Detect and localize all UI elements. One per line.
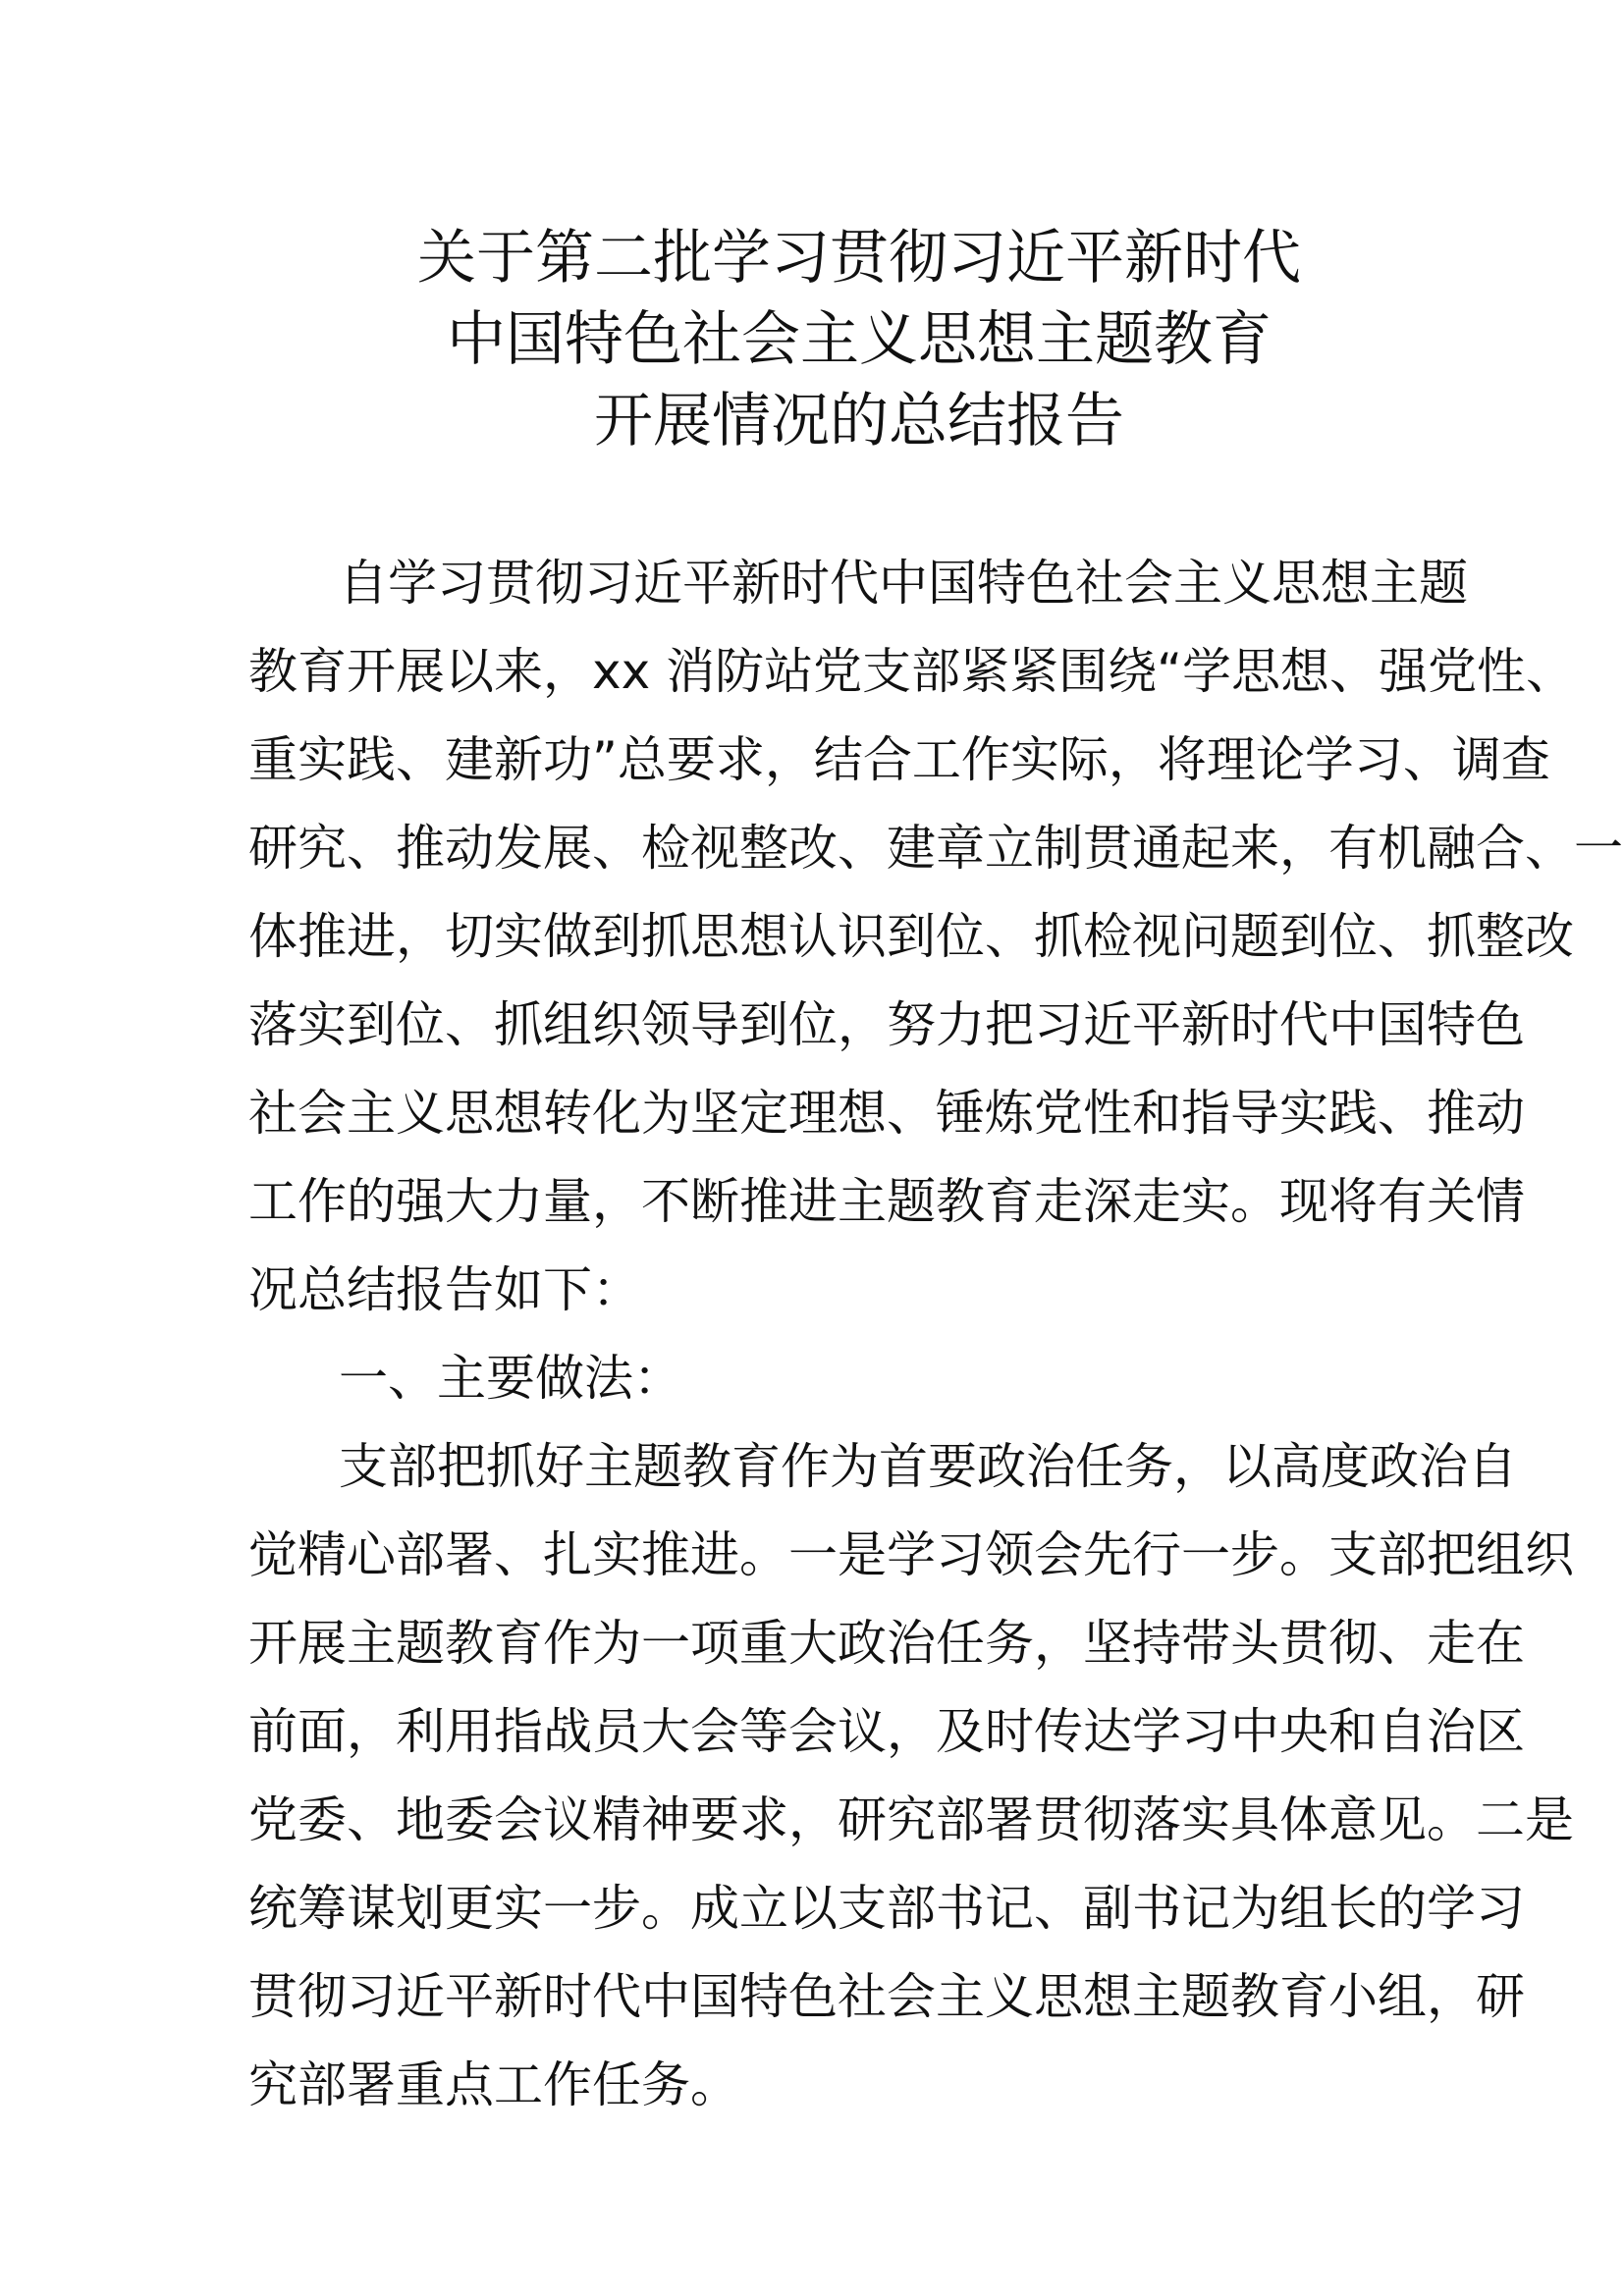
title-line: 中国特色社会主义思想主题教育 bbox=[447, 305, 1272, 374]
text-line: 开展主题教育作为一项重大政治任务，坚持带头贯彻、走在 bbox=[248, 1615, 1525, 1672]
text-line: 统筹谋划更实一步。成立以支部书记、副书记为组长的学习 bbox=[248, 1880, 1525, 1937]
text-line: 支部把抓好主题教育作为首要政治任务，以高度政治自 bbox=[339, 1438, 1517, 1495]
intro-paragraph bbox=[248, 539, 1623, 1334]
text-line: 社会主义思想转化为坚定理想、锤炼党性和指导实践、推动 bbox=[248, 1085, 1525, 1142]
text-line: 前面，利用指战员大会等会议，及时传达学习中央和自治区 bbox=[248, 1703, 1525, 1760]
text-line: 落实到位、抓组织领导到位，努力把习近平新时代中国特色 bbox=[248, 996, 1525, 1053]
text-line: 究部署重点工作任务。 bbox=[248, 2056, 739, 2113]
title-line: 关于第二批学习贯彻习近平新时代 bbox=[417, 224, 1301, 293]
document-body bbox=[248, 539, 1623, 2129]
section-heading bbox=[248, 1334, 1389, 1422]
text-line: 况总结报告如下： bbox=[248, 1261, 641, 1318]
text-line: 党委、地委会议精神要求，研究部署贯彻落实具体意见。二是 bbox=[248, 1791, 1574, 1848]
text-line: 体推进，切实做到抓思想认识到位、抓检视问题到位、抓整改 bbox=[248, 908, 1574, 965]
text-line: 重实践、建新功”总要求，结合工作实际，将理论学习、调查 bbox=[248, 731, 1550, 788]
text-line: 自学习贯彻习近平新时代中国特色社会主义思想主题 bbox=[339, 555, 1468, 612]
main-practices-paragraph bbox=[248, 1422, 1574, 2129]
text-line: 教育开展以来，xx 消防站党支部紧紧围绕“学思想、强党性、 bbox=[248, 643, 1575, 700]
document-title bbox=[0, 218, 1624, 462]
title-line: 开展情况的总结报告 bbox=[594, 387, 1124, 455]
text-line: 贯彻习近平新时代中国特色社会主义思想主题教育小组，研 bbox=[248, 1968, 1525, 2025]
text-line: 研究、推动发展、检视整改、建章立制贯通起来，有机融合、一 bbox=[248, 820, 1623, 877]
text-line: 一、主要做法： bbox=[339, 1350, 682, 1407]
text-line: 工作的强大力量，不断推进主题教育走深走实。现将有关情 bbox=[248, 1173, 1525, 1230]
text-line: 觉精心部署、扎实推进。一是学习领会先行一步。支部把组织 bbox=[248, 1526, 1574, 1583]
